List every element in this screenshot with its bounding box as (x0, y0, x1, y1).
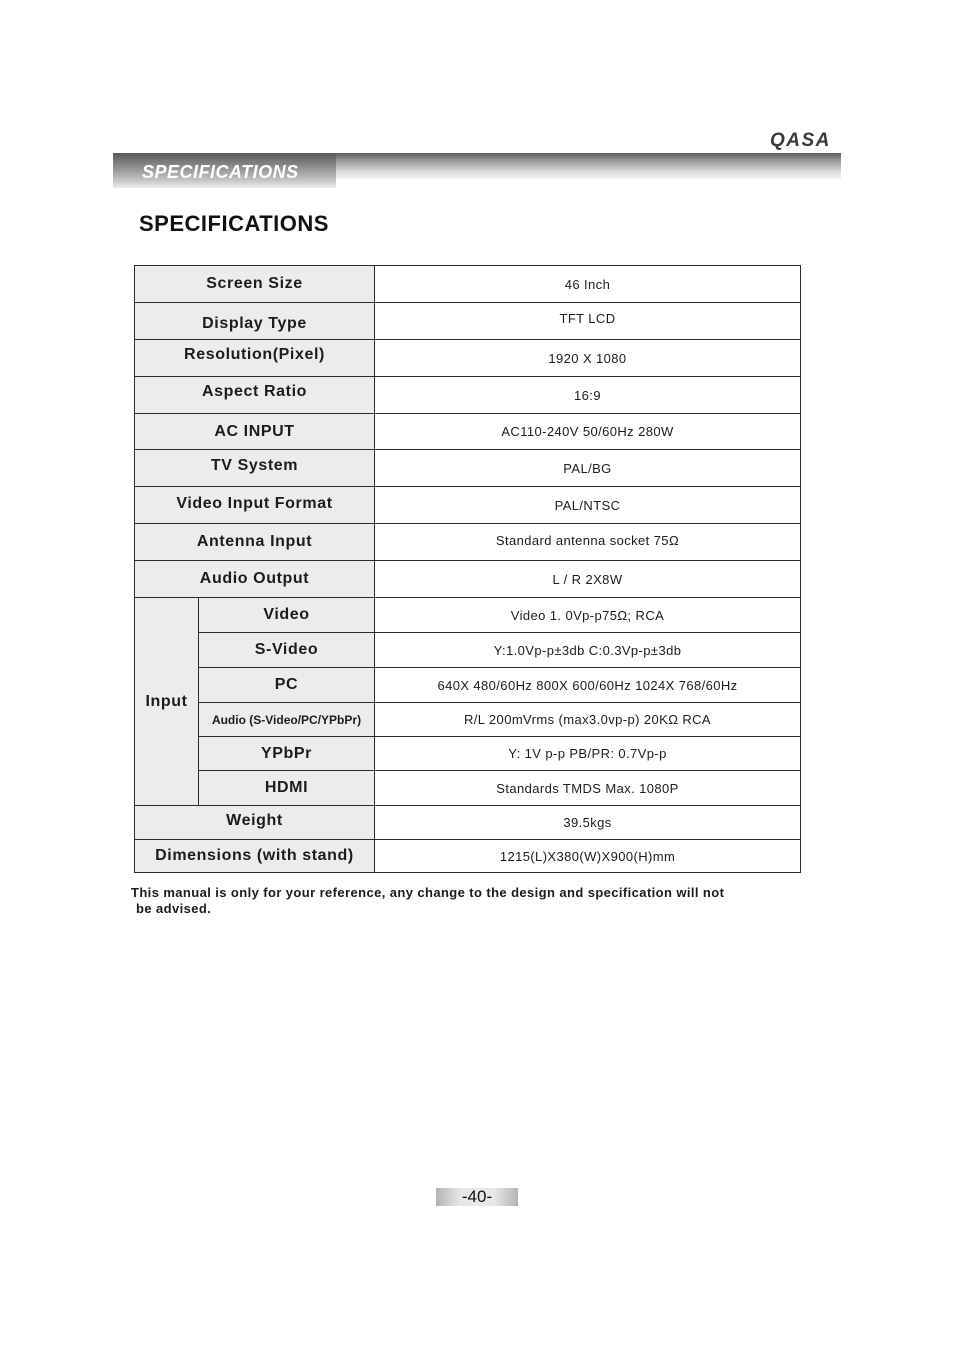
spec-value-video-input-format: PAL/NTSC (375, 487, 801, 524)
spec-value-resolution: 1920 X 1080 (375, 340, 801, 377)
specifications-table (134, 265, 801, 873)
spec-value-display-type: TFT LCD (375, 303, 801, 340)
spec-value-tv-system: PAL/BG (375, 450, 801, 487)
table-row (135, 703, 801, 737)
table-row (135, 340, 801, 377)
spec-value-weight: 39.5kgs (375, 806, 801, 840)
table-row (135, 377, 801, 414)
table-row (135, 561, 801, 598)
spec-label-tv-system: TV System (135, 450, 375, 487)
table-row (135, 598, 801, 633)
spec-label-video-input-format: Video Input Format (135, 487, 375, 524)
table-row (135, 524, 801, 561)
spec-label-ac-input: AC INPUT (135, 414, 375, 450)
table-row (135, 303, 801, 340)
spec-label-weight: Weight (135, 806, 375, 840)
spec-label-display-type: Display Type (135, 303, 375, 340)
page-title: SPECIFICATIONS (139, 211, 329, 236)
spec-label-pc: PC (199, 668, 375, 703)
spec-value-s-video: Y:1.0Vp-p±3db C:0.3Vp-p±3db (375, 633, 801, 668)
table-row (135, 806, 801, 840)
page-number: -40- (436, 1188, 518, 1206)
table-row (135, 737, 801, 771)
spec-value-aspect-ratio: 16:9 (375, 377, 801, 414)
table-row (135, 450, 801, 487)
spec-label-audio-output: Audio Output (135, 561, 375, 598)
spec-value-ypbpr: Y: 1V p-p PB/PR: 0.7Vp-p (375, 737, 801, 771)
table-row (135, 266, 801, 303)
spec-value-antenna-input: Standard antenna socket 75Ω (375, 524, 801, 561)
disclaimer-line-1: This manual is only for your reference, any change to the design and specification will not (131, 885, 725, 900)
table-row (135, 633, 801, 668)
spec-label-audio-input: Audio (S-Video/PC/YPbPr) (199, 703, 375, 737)
spec-value-audio-output: L / R 2X8W (375, 561, 801, 598)
spec-value-video: Video 1. 0Vp-p75Ω; RCA (375, 598, 801, 633)
table-row (135, 668, 801, 703)
spec-label-input-group: Input (135, 598, 199, 806)
spec-label-ypbpr: YPbPr (199, 737, 375, 771)
table-row (135, 414, 801, 450)
section-header-label: SPECIFICATIONS (142, 162, 299, 182)
section-header-tab (113, 153, 336, 188)
disclaimer-note (131, 885, 821, 917)
spec-label-antenna-input: Antenna Input (135, 524, 375, 561)
brand-logo: QASA (770, 130, 831, 151)
spec-label-aspect-ratio: Aspect Ratio (135, 377, 375, 414)
table-row (135, 487, 801, 524)
table-row (135, 840, 801, 873)
spec-value-screen-size: 46 Inch (375, 266, 801, 303)
spec-label-s-video: S-Video (199, 633, 375, 668)
spec-value-pc: 640X 480/60Hz 800X 600/60Hz 1024X 768/60Hz (375, 668, 801, 703)
table-row (135, 771, 801, 806)
spec-label-screen-size: Screen Size (135, 266, 375, 303)
spec-value-dimensions: 1215(L)X380(W)X900(H)mm (375, 840, 801, 873)
spec-value-audio-input: R/L 200mVrms (max3.0vp-p) 20KΩ RCA (375, 703, 801, 737)
spec-value-hdmi: Standards TMDS Max. 1080P (375, 771, 801, 806)
disclaimer-line-2: be advised. (136, 901, 212, 916)
spec-value-ac-input: AC110-240V 50/60Hz 280W (375, 414, 801, 450)
spec-label-resolution: Resolution(Pixel) (135, 340, 375, 377)
spec-label-video: Video (199, 598, 375, 633)
spec-label-dimensions: Dimensions (with stand) (135, 840, 375, 873)
spec-label-hdmi: HDMI (199, 771, 375, 806)
